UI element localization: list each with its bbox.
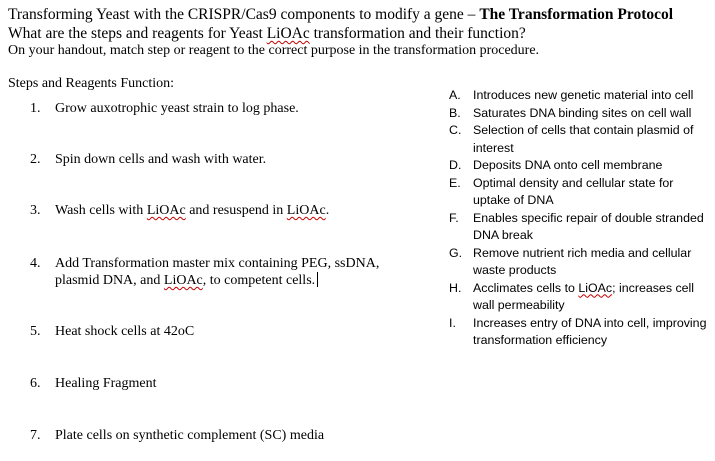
option-text-part: ; increases cell wall permeability bbox=[473, 280, 695, 312]
option-item-g bbox=[449, 245, 711, 280]
step-number: 3. bbox=[30, 203, 41, 218]
option-item-h bbox=[449, 280, 711, 315]
step-text-part: plasmid DNA, and bbox=[55, 273, 164, 288]
option-text-part: Acclimates cells to bbox=[473, 280, 579, 295]
option-letter: H. bbox=[449, 280, 462, 295]
title-bold-text: The Transformation Protocol bbox=[479, 6, 674, 23]
step-text-part: Wash cells with bbox=[55, 203, 147, 218]
option-item-c bbox=[449, 122, 711, 157]
option-item-e bbox=[449, 175, 711, 210]
step-text: Grow auxotrophic yeast strain to log phase. bbox=[55, 101, 299, 116]
step-text: Heat shock cells at 42oC bbox=[55, 324, 195, 339]
option-letter: B. bbox=[449, 105, 461, 120]
step-term-lioac: LiOAc bbox=[146, 203, 186, 218]
document-title bbox=[8, 6, 673, 24]
step-number: 4. bbox=[30, 256, 41, 271]
option-letter: D. bbox=[449, 158, 462, 172]
step-term-lioac: LiOAc bbox=[286, 203, 326, 218]
option-text: Enables specific repair of double stranded DNA break bbox=[473, 210, 704, 242]
option-item-a bbox=[449, 87, 711, 105]
question-line bbox=[8, 25, 526, 43]
option-text: Saturates DNA binding sites on cell wall bbox=[473, 105, 692, 120]
question-term-lioac: LiOAc bbox=[266, 25, 310, 42]
step-text bbox=[55, 202, 329, 219]
option-letter: I. bbox=[449, 315, 456, 330]
option-letter: G. bbox=[449, 245, 463, 260]
steps-header: Steps and Reagents Function: bbox=[8, 76, 175, 91]
option-item-i bbox=[449, 315, 711, 350]
step-text-part: . bbox=[325, 203, 330, 218]
option-letter: C. bbox=[449, 123, 462, 137]
option-text: Remove nutrient rich media and cellular waste products bbox=[473, 245, 692, 277]
step-item-3 bbox=[30, 202, 329, 219]
title-text: Transforming Yeast with the CRISPR/Cas9 components to modify a gene – bbox=[8, 6, 480, 23]
option-term-lioac: LiOAc bbox=[578, 280, 613, 295]
option-text: Introduces new genetic material into cell bbox=[473, 88, 694, 102]
step-text-line1: Add Transformation master mix containing PEG, ssDNA, bbox=[55, 256, 380, 271]
step-item-2 bbox=[30, 151, 266, 168]
option-item-f bbox=[449, 210, 711, 245]
option-text bbox=[473, 280, 711, 315]
option-text: Increases entry of DNA into cell, improving transformation efficiency bbox=[473, 315, 707, 347]
option-letter: E. bbox=[449, 175, 461, 190]
step-number: 2. bbox=[30, 152, 41, 167]
step-number: 6. bbox=[30, 376, 41, 391]
step-term-lioac: LiOAc bbox=[163, 273, 203, 288]
option-letter: F. bbox=[449, 210, 459, 225]
option-item-b bbox=[449, 105, 711, 123]
step-text-part: and resuspend in bbox=[185, 203, 287, 218]
step-number: 1. bbox=[30, 101, 41, 116]
question-text-start: What are the steps and reagents for Yeast bbox=[8, 25, 267, 42]
option-text: Optimal density and cellular state for uptake of DNA bbox=[473, 175, 674, 207]
step-item-7 bbox=[30, 427, 324, 444]
step-number: 5. bbox=[30, 324, 41, 339]
option-text: Selection of cells that contain plasmid of interest bbox=[473, 123, 694, 155]
step-item-1 bbox=[30, 100, 299, 117]
step-item-4 bbox=[30, 255, 379, 289]
step-number: 7. bbox=[30, 428, 41, 443]
step-text: Spin down cells and wash with water. bbox=[55, 152, 267, 167]
function-options-list bbox=[449, 87, 711, 350]
step-item-6 bbox=[30, 375, 156, 392]
text-cursor bbox=[317, 272, 318, 287]
option-letter: A. bbox=[449, 88, 461, 102]
option-text: Deposits DNA onto cell membrane bbox=[473, 158, 663, 172]
step-text[interactable] bbox=[55, 255, 379, 289]
instruction-line: On your handout, match step or reagent to the correct purpose in the transformation procedure. bbox=[8, 43, 540, 58]
step-text: Healing Fragment bbox=[55, 376, 157, 391]
option-item-d bbox=[449, 157, 711, 175]
step-item-5 bbox=[30, 323, 194, 340]
question-text-end: transformation and their function? bbox=[309, 25, 526, 42]
step-text: Plate cells on synthetic complement (SC) media bbox=[55, 428, 325, 443]
step-text-part: , to competent cells. bbox=[202, 273, 316, 288]
